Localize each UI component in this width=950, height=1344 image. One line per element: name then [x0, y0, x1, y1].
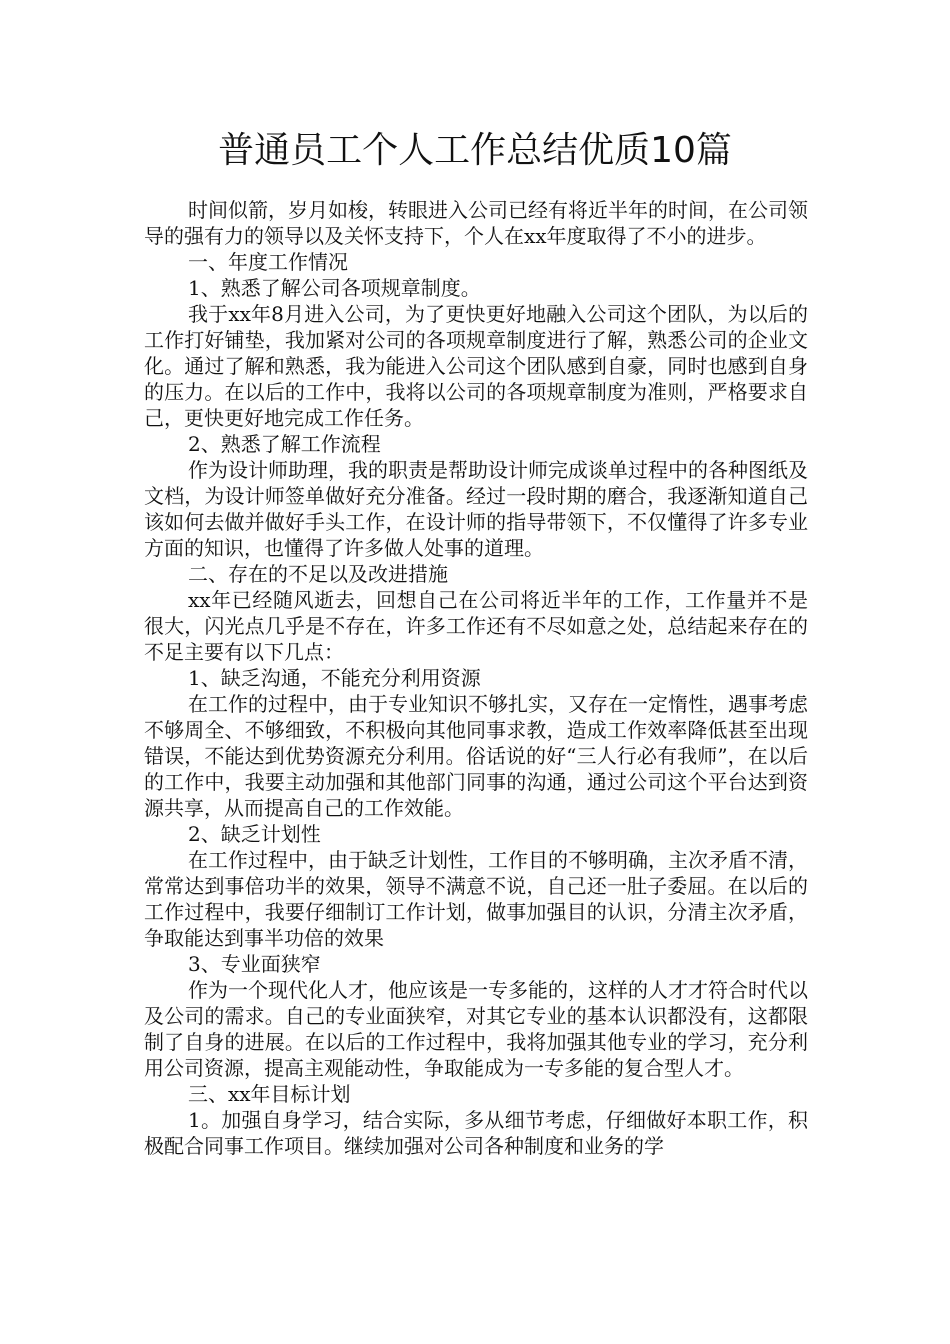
section-heading-3: 三、xx年目标计划 — [188, 1082, 351, 1106]
paragraph: 在工作过程中，由于缺乏计划性，工作目的不够明确，主次矛盾不清，常常达到事倍功半的效果，领导不满意不说，自己还一肚子委屈。在以后的工作过程中，我要仔细制订工作计划，做事加强目的认识，分清主次矛盾，争取能达到事半功倍的效果 — [144, 848, 808, 950]
paragraph: 在工作的过程中，由于专业知识不够扎实，又存在一定惰性，遇事考虑不够周全、不够细致，不积极向其他同事求教，造成工作效率降低甚至出现错误，不能达到优势资源充分利用。俗话说的好“三人行必有我师”，在以后的工作中，我要主动加强和其他部门同事的沟通，通过公司这个平台达到资源共享，从而提高自己的工作效能。 — [144, 692, 808, 820]
subheading-2-3: 3、专业面狭窄 — [188, 952, 321, 976]
paragraph: 作为设计师助理，我的职责是帮助设计师完成谈单过程中的各种图纸及文档，为设计师签单做好充分准备。经过一段时期的磨合，我逐渐知道自己该如何去做并做好手头工作，在设计师的指导带领下，不仅懂得了许多专业方面的知识，也懂得了许多做人处事的道理。 — [144, 458, 808, 560]
section-heading-2: 二、存在的不足以及改进措施 — [188, 562, 448, 586]
paragraph: 1。加强自身学习，结合实际，多从细节考虑，仔细做好本职工作，积极配合同事工作项目。继续加强对公司各种制度和业务的学 — [144, 1108, 808, 1158]
document-body — [144, 197, 808, 1159]
subheading-1-2: 2、熟悉了解工作流程 — [188, 432, 381, 456]
document-title: 普通员工个人工作总结优质10篇 — [218, 130, 732, 171]
section-heading-1: 一、年度工作情况 — [188, 250, 348, 274]
subheading-2-2: 2、缺乏计划性 — [188, 822, 321, 846]
paragraph: 我于xx年8月进入公司，为了更快更好地融入公司这个团队，为以后的工作打好铺垫，我加紧对公司的各项规章制度进行了解，熟悉公司的企业文化。通过了解和熟悉，我为能进入公司这个团队感到自豪，同时也感到自身的压力。在以后的工作中，我将以公司的各项规章制度为准则，严格要求自己，更快更好地完成工作任务。 — [144, 302, 808, 430]
paragraph-intro: 时间似箭，岁月如梭，转眼进入公司已经有将近半年的时间，在公司领导的强有力的领导以及关怀支持下，个人在xx年度取得了不小的进步。 — [144, 198, 808, 248]
paragraph: 作为一个现代化人才，他应该是一专多能的，这样的人才才符合时代以及公司的需求。自己的专业面狭窄，对其它专业的基本认识都没有，这都限制了自身的进展。在以后的工作过程中，我将加强其他专业的学习，充分利用公司资源，提高主观能动性，争取能成为一专多能的复合型人才。 — [144, 978, 808, 1080]
subheading-2-1: 1、缺乏沟通，不能充分利用资源 — [188, 666, 481, 690]
subheading-1-1: 1、熟悉了解公司各项规章制度。 — [188, 276, 481, 300]
paragraph: xx年已经随风逝去，回想自己在公司将近半年的工作，工作量并不是很大，闪光点几乎是不存在，许多工作还有不尽如意之处，总结起来存在的不足主要有以下几点： — [144, 588, 808, 664]
